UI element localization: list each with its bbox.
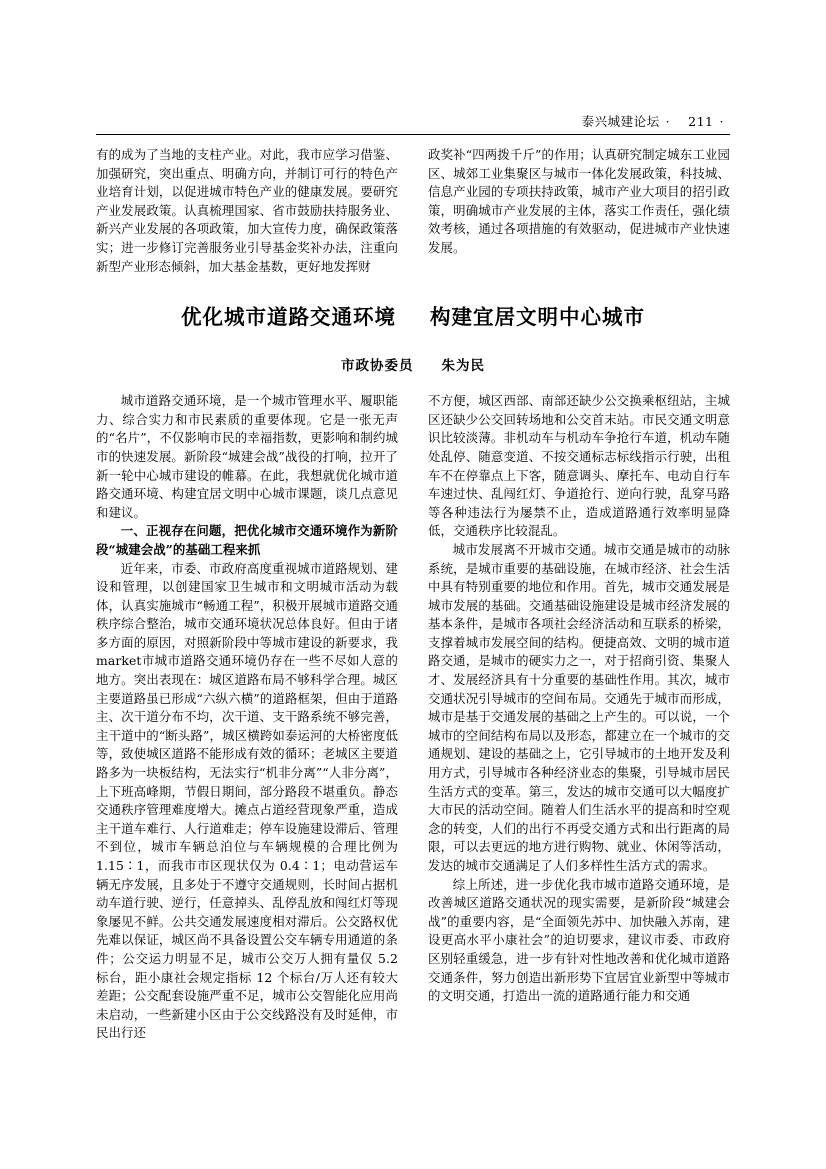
top-right-column [428, 146, 730, 276]
article-title-part-2: 构建宜居文明中心城市 [430, 305, 645, 330]
article-byline [96, 354, 730, 374]
header-divider [96, 134, 730, 135]
byline-name: 朱为民 [441, 358, 485, 375]
header-trailing-dot: · [719, 114, 724, 129]
journal-name: 泰兴城建论坛 [581, 114, 660, 129]
section-heading: 一、正视存在问题，把优化城市交通环境作为新阶段“城建会战”的基础工程来抓 [96, 523, 398, 557]
page-number: 211 [688, 114, 714, 129]
article-title-part-1: 优化城市道路交通环境 [181, 305, 396, 330]
article-header [96, 302, 730, 374]
page-content [96, 146, 730, 1043]
article-two-column-body [96, 392, 730, 1043]
top-left-column [96, 146, 398, 276]
paragraph: 城市道路交通环境，是一个城市管理水平、履职能力、综合实力和市民素质的重要体现。它是一张无声的“名片”，不仅影响市民的幸福指数，更影响和制约城市的快速发展。新阶段“城建会战”战役的打响，拉开了新一轮中心城市建设的帷幕。在此，我想就优化城市道路交通环境、构建宜居文明中心城市课题，谈几点意见和建议。 [96, 393, 398, 520]
paragraph: 城市发展离不开城市交通。城市交通是城市的动脉系统，是城市重要的基础设施，在城市经济、社会生活中具有特别重要的地位和作用。首先，城市交通发展是城市发展的基础。交通基础设施建设是城市经济发展的基本条件，是城市各项社会经济活动和互联系的桥梁，支撑着城市发展空间的结构。便捷高效、文明的城市道路交通，是城市的硬实力之一，对于招商引资、集聚人才、发展经济具有十分重要的基础性作用。其次，城市交通状况引导城市的空间布局。交通先于城市而形成，城市是基于交通发展的基础之上产生的。可以说，一个城市的空间结构布局以及形态，都建立在一个城市的交通规划、建设的基础之上，它引导城市的土地开发及利用方式，引导城市各种经济业态的集聚，引导城市居民生活方式的变革。第三，发达的城市交通可以大幅度扩大市民的活动空间。随着人们生活水平的提高和时空观念的转变，人们的出行不再受交通方式和出行距离的局限，可以去更远的地方进行购物、就业、休闲等活动，发达的城市交通满足了人们多样性生活方式的需求。 [428, 541, 730, 873]
paragraph: 政奖补“四两拨千斤”的作用；认真研究制定城东工业园区、城郊工业集聚区与城市一体化发展政策，科技城、信息产业园的专项扶持政策，城市产业大项目的招引政策，明确城市产业发展的主体，落实工作责任，强化绩效考核，通过各项措施的有效驱动，促进城市产业快速发展。 [428, 147, 730, 255]
paragraph: 综上所述，进一步优化我市城市道路交通环境，是改善城区道路交通状况的现实需要，是新阶段“城建会战”的重要内容，是“全面领先苏中、加快融入苏南，建设更高水平小康社会”的迫切要求，建议市委、市政府区别轻重缓急，进一步有针对性地改善和优化城市道路交通条件，努力创造出新形势下宜居宜业新型中等城市的文明交通，打造出一流的道路通行能力和交通 [428, 876, 730, 1004]
running-header [582, 112, 730, 130]
byline-role: 市政协委员 [341, 358, 414, 375]
body-right-column [428, 392, 730, 1043]
paragraph: 近年来，市委、市政府高度重视城市道路规划、建设和管理，以创建国家卫生城市和文明城市活动为载体，认真实施城市“畅通工程”，积极开展城市道路交通秩序综合整治，城市交通环境状况总体良好。但由于诸多方面的原因，对照新阶段中等城市建设的新要求，我market市城市道路交通环境仍存在一些不尽如人意的地方。突出表现在：城区道路布局不够科学合理。城区主要道路虽已形成“六纵六横”的道路框架，但由于道路主、次干道分布不均，次干道、支干路系统不够完善，主干道中的“断头路”，城区横跨如泰运河的大桥密度低等，致使城区道路不能形成有效的循环；老城区主要道路多为一块板结构，无法实行“机非分离”“人非分离”，上下班高峰期，节假日期间，部分路段不堪重负。静态交通秩序管理难度增大。摊点占道经营现象严重，造成主干道车难行、人行道难走；停车设施建设滞后、管理不到位，城市车辆总泊位与车辆规模的合理比例为 1.15∶1，而我市市区现状仅为 0.4∶1；电动营运车辆无序发展，且多处于不遵守交通规则，长时间占据机动车道行驶、逆行，任意掉头、乱停乱放和闯红灯等现象屡见不鲜。公共交通发展速度相对滞后。公交路权优先难以保证，城区尚不具备设置公交车辆专用通道的条件；公交运力明显不足，城市公交万人拥有量仅 5.2 标台，距小康社会规定指标 12 个标台/万人还有较大差距；公交配套设施严重不足，城市公交智能化应用尚未启动，一些新建小区由于公交线路没有及时延伸，市民出行还 [96, 560, 398, 1041]
body-left-column [96, 392, 398, 1043]
header-dot: · [665, 114, 671, 129]
paragraph: 有的成为了当地的支柱产业。对此，我市应学习借鉴、加强研究，突出重点、明确方向，并制订可行的特色产业培育计划，以促进城市特色产业的健康发展。要研究产业发展政策。认真梳理国家、省市鼓励扶持服务业、新兴产业发展的各项政策，加大宣传力度，确保政策落实；进一步修订完善服务业引导基金奖补办法，注重向新型产业形态倾斜，加大基金基数，更好地发挥财 [96, 147, 398, 274]
article-title [96, 302, 730, 332]
paragraph: 不方便，城区西部、南部还缺少公交换乘枢纽站，主城区还缺少公交回转场地和公交首末站。市民交通文明意识比较淡薄。非机动车与机动车争抢行车道，机动车随处乱停、随意变道、不按交通标志标线指示行驶，出租车不在停靠点上下客，随意调头、摩托车、电动自行车车速过快、乱闯红灯、争道抢行、逆向行驶，乱穿马路等各种违法行为屡禁不止，造成道路通行效率明显降低，交通秩序比较混乱。 [428, 393, 730, 539]
top-two-column-section [96, 146, 730, 276]
